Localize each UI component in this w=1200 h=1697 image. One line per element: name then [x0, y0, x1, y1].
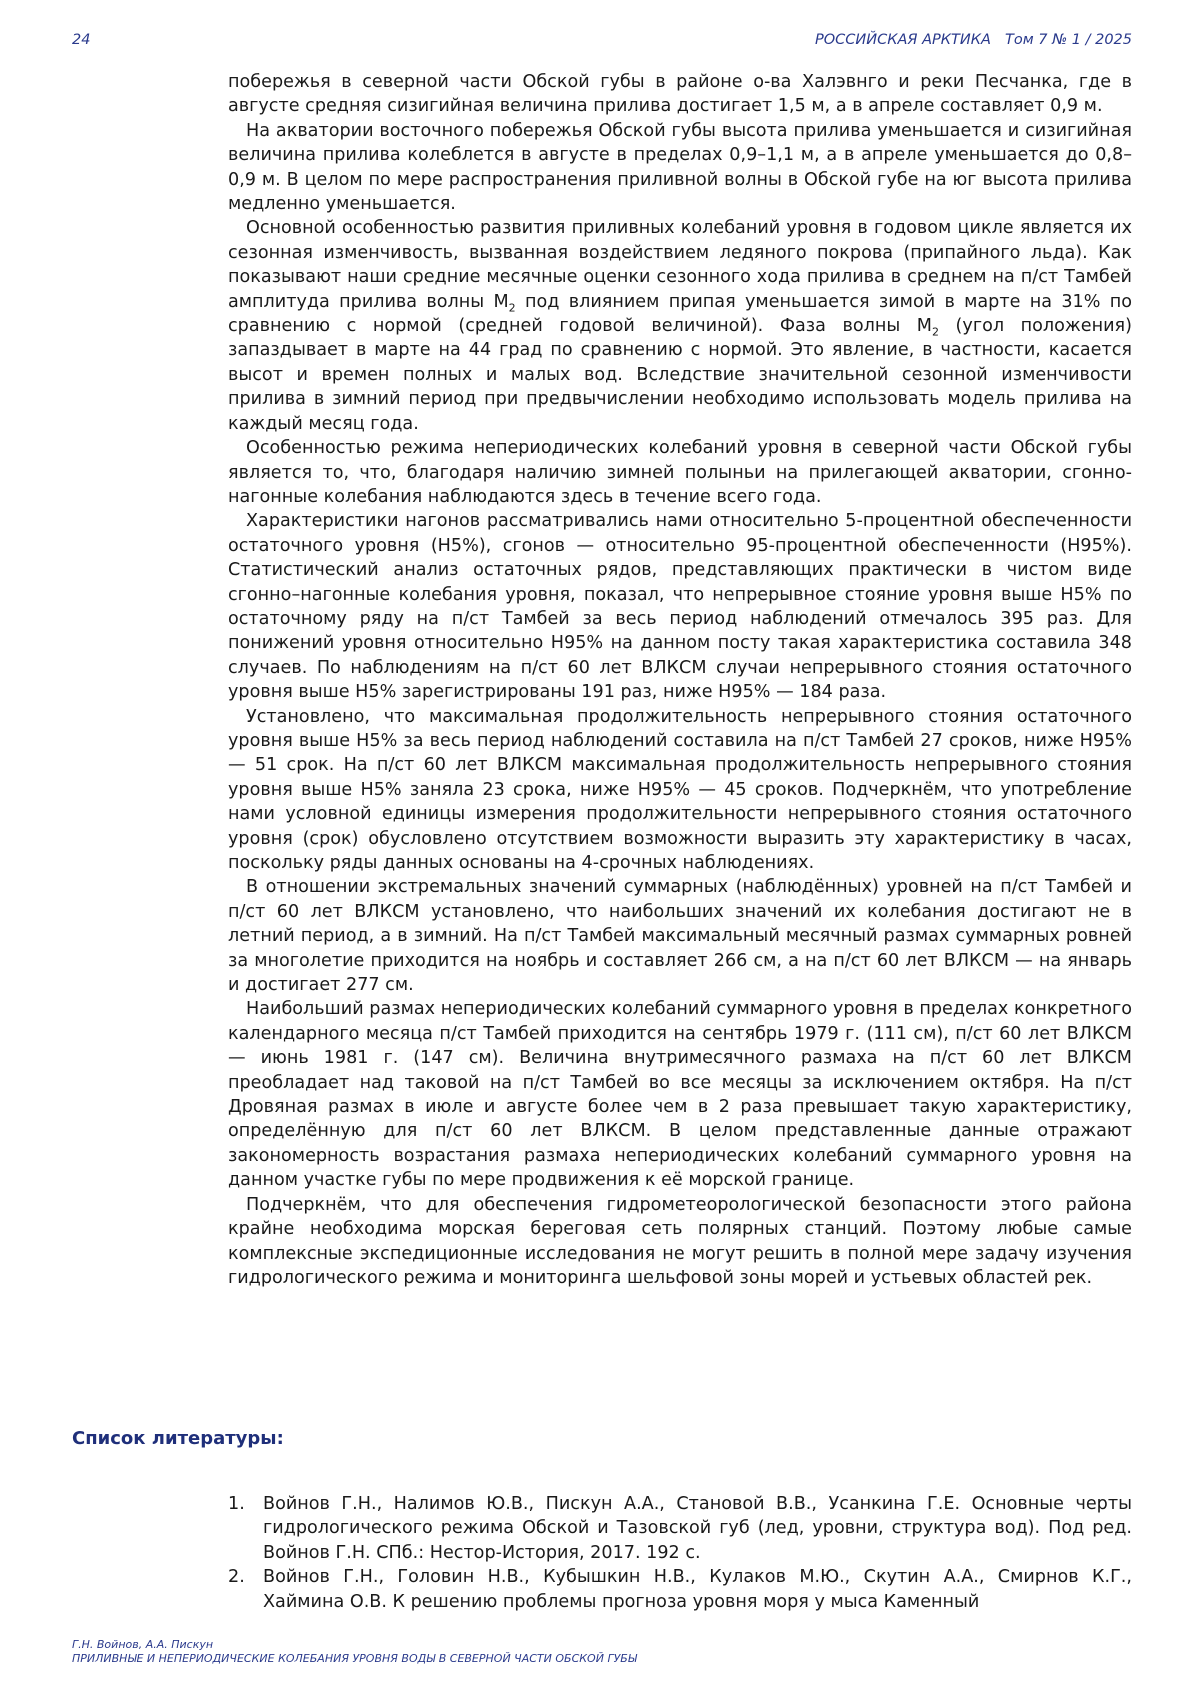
subscript-2: 2 [931, 325, 939, 339]
reference-item [228, 1492, 1132, 1565]
paragraph-7: В отношении экстремальных значений суммарных (наблюдённых) уровней на п/ст Тамбей и п/ст 60 лет ВЛКСМ установлено, что наибольших значений их колебания достигают не в летний период, а в зимний. На п/ст Тамбей максимальный месячный размах суммарных ровней за многолетие приходится на ноябрь и составляет 266 см, а на п/ст 60 лет ВЛКСМ — на январь и достигает 277 см. [228, 877, 1132, 996]
reference-number: 2. [228, 1567, 245, 1588]
paragraph-3 [228, 216, 1132, 436]
journal-title: РОССИЙСКАЯ АРКТИКА [814, 32, 991, 48]
article-body [228, 70, 1132, 1290]
reference-text: Войнов Г.Н., Налимов Ю.В., Пискун А.А., Становой В.В., Усанкина Г.Е. Основные черты гидрологического режима Обской и Тазовской губ (лед, уровни, структура вод). Под ред. Войнов Г.Н. СПб.: Нестор-История, 2017. 192 с. [263, 1494, 1132, 1563]
running-header [72, 32, 1132, 54]
paragraph-8: Наибольший размах непериодических колебаний суммарного уровня в пределах конкретного календарного месяца п/ст Тамбей приходится на сентябрь 1979 г. (111 см), п/ст 60 лет ВЛКСМ — июнь 1981 г. (147 см). Величина внутримесячного размаха на п/ст 60 лет ВЛКСМ преобладает над таковой на п/ст Тамбей во все месяцы за исключением октября. На п/ст Дровяная размах в июле и августе более чем в 2 раза превышает такую характеристику, определённую для п/ст 60 лет ВЛКСМ. В целом представленные данные отражают закономерность возрастания размаха непериодических колебаний суммарного уровня на данном участке губы по мере продвижения к её морской границе. [228, 999, 1132, 1191]
paragraph-3-part-b: под влиянием припая уменьшается зимой в марте на 31% по сравнению с нормой (средней годовой величиной). Фаза волны M [228, 291, 1133, 337]
references-heading: Список литературы: [72, 1428, 284, 1449]
paragraph-9: Подчеркнём, что для обеспечения гидрометеорологической безопасности этого района крайне необходима морская береговая сеть полярных станций. Поэтому любые самые комплексные экспедиционные исследования не могут решить в полной мере задачу изучения гидрологического режима и мониторинга шельфовой зоны морей и устьевых областей рек. [228, 1194, 1132, 1288]
reference-text: Войнов Г.Н., Головин Н.В., Кубышкин Н.В., Кулаков М.Ю., Скутин А.А., Смирнов К.Г., Хаймина О.В. К решению проблемы прогноза уровня моря у мыса Каменный [263, 1567, 1132, 1612]
references-list [228, 1492, 1132, 1614]
paragraph-1: побережья в северной части Обской губы в районе о-ва Халэвнго и реки Песчанка, где в августе средняя сизигийная величина прилива достигает 1,5 м, а в апреле составляет 0,9 м. [228, 72, 1132, 117]
page-number: 24 [72, 32, 91, 48]
paragraph-5: Характеристики нагонов рассматривались нами относительно 5-процентной обеспеченности остаточного уровня (Н5%), сгонов — относительно 95-процентной обеспеченности (Н95%). Статистический анализ остаточных рядов, представляющих практически в чистом виде сгонно–нагонные колебания уровня, показал, что непрерывное стояние уровня выше Н5% по остаточному ряду на п/ст Тамбей за весь период наблюдений отмечалось 395 раз. Для понижений уровня относительно Н95% на данном посту такая характеристика составила 348 случаев. По наблюдениям на п/ст 60 лет ВЛКСМ случаи непрерывного стояния остаточного уровня выше Н5% зарегистрированы 191 раз, ниже Н95% — 184 раза. [228, 511, 1132, 703]
paragraph-3-part-a: Основной особенностью развития приливных колебаний уровня в годовом цикле является их сезонная изменчивость, вызванная воздействием ледяного покрова (припайного льда). Как показывают наши средние месячные оценки сезонного хода прилива в среднем на п/ст Тамбей амплитуда прилива волны M [228, 218, 1132, 312]
paragraph-6: Установлено, что максимальная продолжительность непрерывного стояния остаточного уровня выше Н5% за весь период наблюдений составила на п/ст Тамбей 27 сроков, ниже Н95% — 51 срок. На п/ст 60 лет ВЛКСМ максимальная продолжительность непрерывного стояния уровня выше Н5% заняла 23 срока, ниже Н95% — 45 сроков. Подчеркнём, что употребление нами условной единицы измерения продолжительности непрерывного стояния остаточного уровня (срок) обусловлено отсутствием возможности выразить эту характеристику в часах, поскольку ряды данных основаны на 4-срочных наблюдениях. [228, 706, 1132, 873]
footer-article-title: ПРИЛИВНЫЕ И НЕПЕРИОДИЧЕСКИЕ КОЛЕБАНИЯ УРОВНЯ ВОДЫ В СЕВЕРНОЙ ЧАСТИ ОБСКОЙ ГУБЫ [72, 1652, 637, 1665]
running-footer [72, 1638, 1132, 1666]
reference-number: 1. [228, 1494, 245, 1514]
paragraph-2: На акватории восточного побережья Обской губы высота прилива уменьшается и сизигийная величина прилива колеблется в августе в пределах 0,9–1,1 м, а в апреле уменьшается до 0,8–0,9 м. В целом по мере распространения приливной волны в Обской губе на юг высота прилива медленно уменьшается. [228, 120, 1132, 215]
journal-volume: Том 7 № 1 / 2025 [1004, 32, 1132, 48]
footer-authors: Г.Н. Войнов, А.А. Пискун [72, 1638, 214, 1651]
reference-item [228, 1565, 1132, 1614]
paragraph-3-part-c: (угол положения) запаздывает в марте на 44 град по сравнению с нормой. Это явление, в частности, касается высот и времен полных и малых вод. Вследствие значительной сезонной изменчивости прилива в зимний период при предвычислении необходимо использовать модель прилива на каждый месяц года. [228, 316, 1132, 434]
paragraph-4: Особенностью режима непериодических колебаний уровня в северной части Обской губы является то, что, благодаря наличию зимней полыньи на прилегающей акватории, сгонно-нагонные колебания наблюдаются здесь в течение всего года. [228, 438, 1132, 507]
subscript-2: 2 [508, 301, 516, 315]
journal-info [815, 32, 1132, 48]
